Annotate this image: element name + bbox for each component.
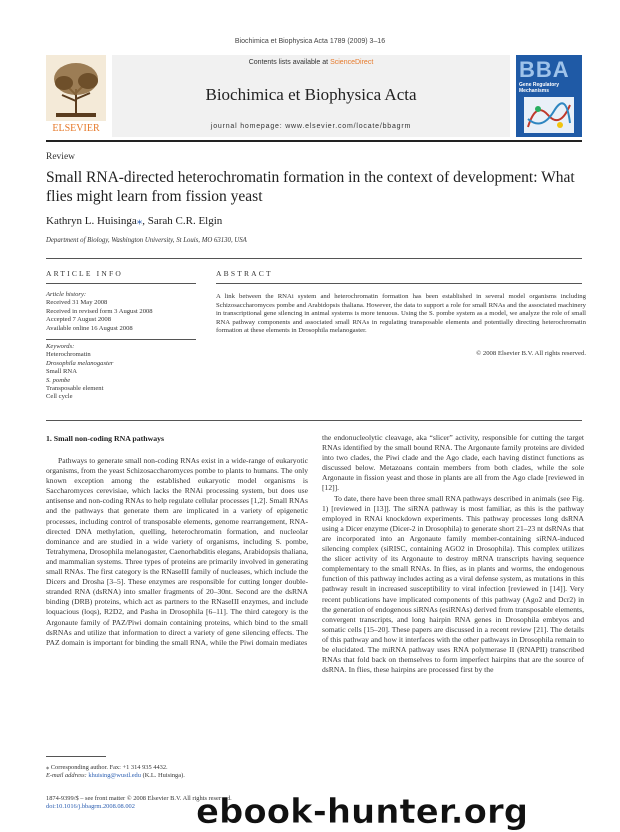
author-1[interactable]: Kathryn L. Huisinga bbox=[46, 215, 137, 227]
article-title: Small RNA-directed heterochromatin formation in the context of development: What flies might learn from fission yeast bbox=[46, 169, 575, 205]
authors bbox=[46, 214, 222, 227]
watermark: ebook-hunter.org bbox=[196, 792, 529, 832]
footnote-rule bbox=[46, 756, 106, 757]
issn-line: 1874-9399/$ – see front matter © 2008 Elsevier B.V. All rights reserved. bbox=[46, 795, 232, 802]
left-column bbox=[46, 456, 308, 648]
body-paragraph: the endonucleolytic cleavage, aka “slicer” activity, responsible for cutting the target RNAs identified by the small bound RNA. The Argonaute family proteins are divided into two clades, the Piwi clade and the Ago clade, each having distinct functions as discussed below. Metazoans contain members from both clades, while the sole Argonaute in fission yeast and those in plants are all from the Ago clade [reviewed in [12]]. bbox=[322, 433, 584, 493]
journal-cover bbox=[516, 55, 582, 137]
article-history bbox=[46, 291, 196, 333]
author-2[interactable]: , Sarah C.R. Elgin bbox=[142, 215, 223, 227]
keyword: Drosophila melanogaster bbox=[46, 359, 114, 367]
article-info-heading: ARTICLE INFO bbox=[46, 269, 123, 278]
history-item: Received 31 May 2008 bbox=[46, 299, 108, 307]
corresponding-note: ⁎ Corresponding author. Fax: +1 314 935 4432. bbox=[46, 764, 168, 771]
email-line bbox=[46, 772, 306, 780]
history-item: Accepted 7 August 2008 bbox=[46, 316, 112, 324]
contents-prefix: Contents lists available at bbox=[248, 59, 329, 66]
elsevier-wordmark: ELSEVIER bbox=[52, 123, 100, 134]
body-paragraph: Pathways to generate small non-coding RNAs exist in a wide-range of eukaryotic organisms, from the yeast Schizosaccharomyces pombe to plants to humans. The only known exception among the established eukaryotic model organisms is Saccharomyces cerevisiae, which lacks the RNAi processing system, but does use antisense and non-coding RNAs to help regulate cellular processes [1,2]. Small RNAs and the pathways that generate them are implicated in a variety of epigenetic processes, including control of transposable elements, genome rearrangement, RNA-directed DNA methylation, quelling, heterochromatin formation, and nucleolar dominance and are studied in a wide variety of organisms, including S. pombe, Tetrahymena, Drosophila melanogaster, Caenorhabditis elegans, Arabidopsis thaliana, and mammalian systems. Three types of proteins are primarily involved in generating small RNAs. The first category is the RNaseIII family of nucleases, which include the Dicers and Drosha [3–5]. These enzymes are responsible for cutting longer double-stranded RNA (dsRNA) into smaller fragments of 20–30nt. Second are the dsRNA binding (DRB) proteins, which act as partners to the RNaseIII enzymes, and include loquacious (loqs), R2D2, and Pasha in Drosophila [6–11]. The third category is the Argonaute family of PAZ/Piwi domain containing proteins, which bind to the small dsRNAs and utilize that information to direct a variety of gene silencing effects. The PAZ domain is important for binding the small RNA, while the Piwi domain mediates bbox=[46, 456, 308, 647]
history-label: Article history: bbox=[46, 291, 87, 298]
body-paragraph: To date, there have been three small RNA pathways described in animals (see Fig. 1) [reviewed in [13]]. The siRNA pathway is most familiar, as this is the pathway employed in RNAi knockdown experiments. This pathway processes long dsRNA using a Dicer enzyme (Dicer-2 in Drosophila) to generate short 21–23 nt dsRNAs that are incorporated into an Argonaute family member-containing siRNA-induced silencing complex (siRISC, containing AGO2 in Drosophila). This complex utilizes the slicer activity of its Argonaute to destroy mRNA transcripts having sequence complementary to the small RNAs. In flies, as in plants and worms, the endogenous function of this pathway includes acting as a viral defense system, as mutations in this pathway result in increased susceptibility to viral infection [reviewed in [14]]. Very recent publications have implicated components of this pathway (Ago2 and Dcr2) in the generation of endogenous siRNAs (esiRNAs) derived from transposable elements, convergent transcripts, and long hairpin RNA genes in Drosophila embryos and somatic cells [15–20]. These papers are discussed in a recent review [21]. The details of this pathway and how it interfaces with the other pathways in Drosophila remain to be elucidated. The miRNA pathway uses RNA polymerase II (RNAPII) transcribed RNAs that fold back on themselves to form imperfect hairpins that are the source of dsRNA. In flies, these hairpins are processed first by the bbox=[322, 493, 584, 675]
history-item: Available online 16 August 2008 bbox=[46, 324, 133, 332]
journal-title: Biochimica et Biophysica Acta bbox=[205, 85, 417, 104]
abstract-text: A link between the RNAi system and heterochromatin formation has been established in several model organisms including Schizosaccharomyces pombe and Arabidopsis thaliana. However, the data to support a role for small RNAs and the associated machinery in transcriptional gene silencing in animal systems is more tenuous. Using the S. pombe system as a model, we analyze the role of small RNA pathway components and associated small RNAs in regulating transposable elements and potentially directing heterochromatin formation at these elements in Drosophila melanogaster. bbox=[216, 293, 586, 335]
keyword: Small RNA bbox=[46, 368, 77, 376]
keyword: S. pombe bbox=[46, 376, 71, 384]
info-rule bbox=[46, 283, 196, 284]
doi-link[interactable]: doi:10.1016/j.bbagrm.2008.08.002 bbox=[46, 803, 135, 811]
abstract-rule bbox=[216, 283, 582, 284]
keywords-label: Keywords: bbox=[46, 343, 75, 350]
keywords bbox=[46, 343, 196, 402]
keyword: Cell cycle bbox=[46, 393, 73, 401]
cover-graphic bbox=[524, 97, 574, 133]
contents-box bbox=[112, 55, 510, 137]
article-type: Review bbox=[46, 152, 76, 162]
journal-homepage[interactable]: journal homepage: www.elsevier.com/locate/bbagrm bbox=[210, 123, 412, 130]
affiliation: Department of Biology, Washington University, St Louis, MO 63130, USA bbox=[46, 237, 247, 244]
abstract-heading: ABSTRACT bbox=[216, 269, 273, 278]
email-suffix: (K.L. Huisinga). bbox=[142, 772, 185, 780]
section-heading: 1. Small non-coding RNA pathways bbox=[46, 434, 165, 443]
cover-title: BBA bbox=[519, 57, 570, 82]
footnote bbox=[46, 764, 306, 781]
email-label: E-mail address: bbox=[46, 772, 87, 780]
body-rule bbox=[46, 420, 582, 421]
copyright: © 2008 Elsevier B.V. All rights reserved. bbox=[476, 350, 586, 357]
banner-rule bbox=[46, 140, 582, 142]
contents-line bbox=[112, 59, 510, 66]
journal-banner bbox=[46, 55, 582, 137]
keyword: Heterochromatin bbox=[46, 351, 91, 359]
history-item: Received in revised form 3 August 2008 bbox=[46, 307, 153, 315]
header-rule bbox=[46, 258, 582, 259]
keyword: Transposable element bbox=[46, 385, 104, 393]
cover-subtitle: Gene Regulatory Mechanisms bbox=[519, 82, 560, 94]
corresponding-star[interactable]: ⁎ bbox=[136, 215, 143, 227]
right-column bbox=[322, 433, 584, 675]
sciencedirect-link[interactable]: ScienceDirect bbox=[330, 59, 374, 66]
running-head: Biochimica et Biophysica Acta 1789 (2009) 3–16 bbox=[234, 38, 386, 45]
keywords-rule bbox=[46, 339, 196, 340]
email-link[interactable]: khuising@wustl.edu bbox=[88, 772, 141, 780]
elsevier-logo bbox=[46, 55, 106, 137]
